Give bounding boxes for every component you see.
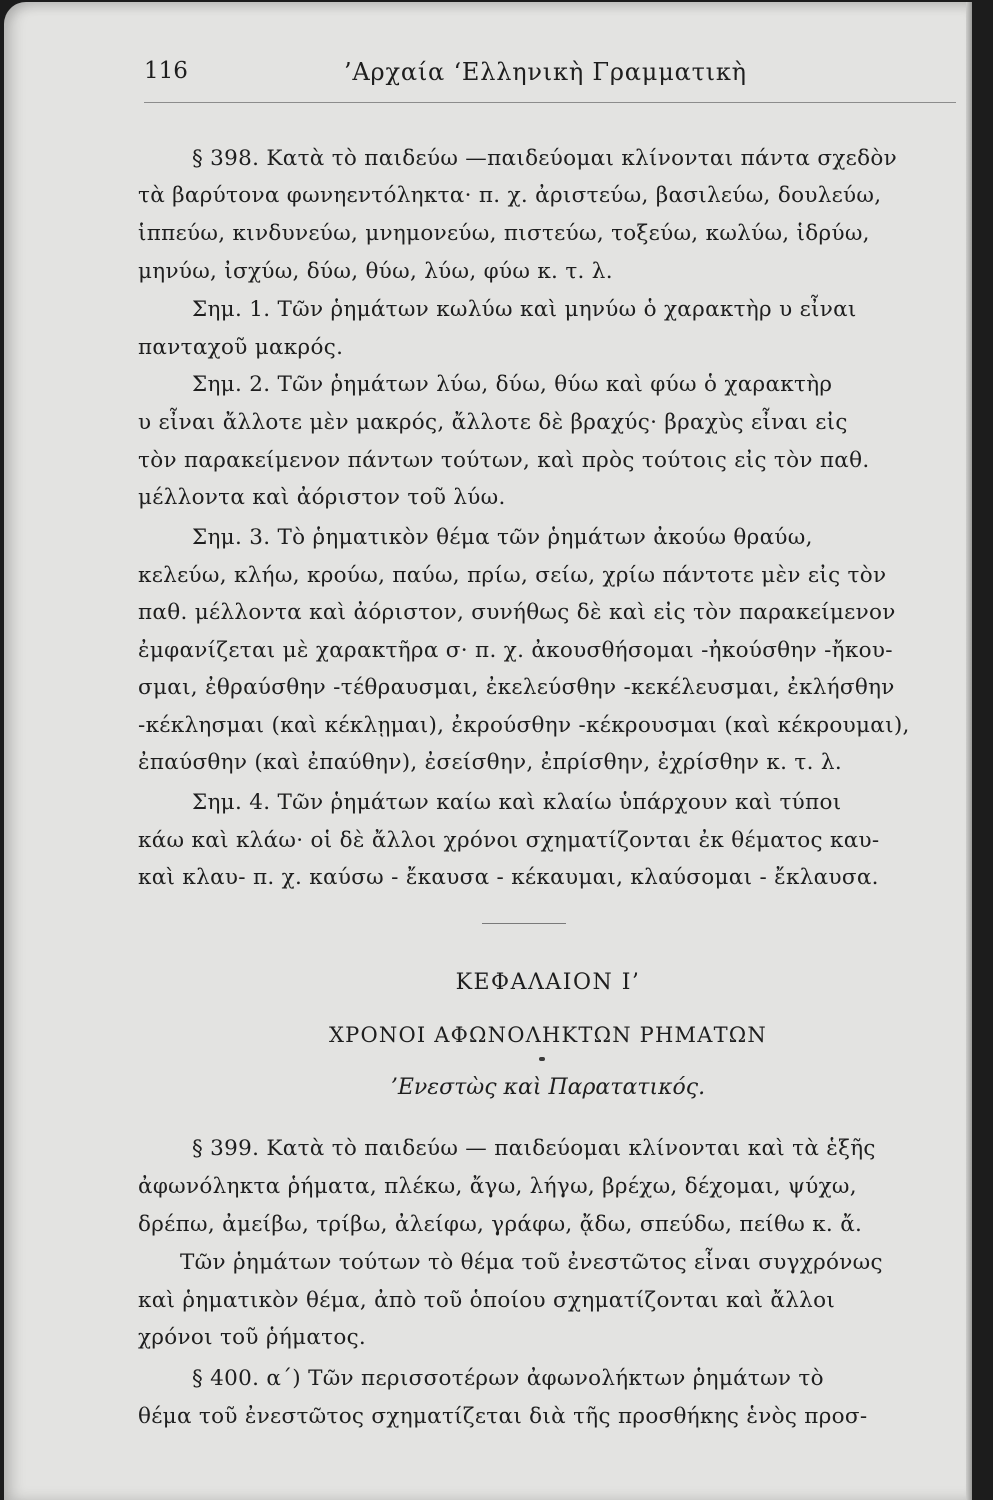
note-4-line-1: Σημ. 4. Τῶν ῥημάτων καίω καὶ κλαίω ὑπάρχουν καὶ τύποι <box>192 790 842 815</box>
section-399-line-1: § 399. Κατὰ τὸ παιδεύω — παιδεύομαι κλίνονται καὶ τὰ ἑξῆς <box>192 1136 876 1161</box>
section-400-line-2: θέμα τοῦ ἐνεστῶτος σχηματίζεται διὰ τῆς προσθήκης ἑνὸς προσ- <box>138 1404 868 1429</box>
chapter-title: ΧΡΟΝΟΙ ΑΦΩΝΟΛΗΚΤΩΝ ΡΗΜΑΤΩΝ <box>329 1023 767 1047</box>
note-3-line-3: παθ. μέλλοντα καὶ ἀόριστον, συνήθως δὲ καὶ εἰς τὸν παρακείμενον <box>138 600 896 625</box>
note-2-line-2: υ εἶναι ἄλλοτε μὲν μακρός, ἄλλοτε δὲ βραχύς· βραχὺς εἶναι εἰς <box>138 410 848 435</box>
page-header <box>144 58 959 92</box>
header-rule <box>144 102 956 103</box>
section-398-line-3: ἱππεύω, κινδυνεύω, μνημονεύω, πιστεύω, τοξεύω, κωλύω, ἱδρύω, <box>138 221 870 246</box>
chapter-number: ΚΕΦΑΛΑΙΟΝ Ι’ <box>455 970 641 995</box>
note-2-line-3: τὸν παρακείμενον πάντων τούτων, καὶ πρὸς τούτοις εἰς τὸν παθ. <box>138 448 870 473</box>
note-3-line-1: Σημ. 3. Τὸ ῥηματικὸν θέμα τῶν ῥημάτων ἀκούω θραύω, <box>192 525 813 550</box>
note-1-line-2: πανταχοῦ μακρός. <box>138 335 344 360</box>
page-edge <box>966 2 972 1500</box>
section-divider <box>482 923 566 924</box>
section-399-line-2: ἀφωνόληκτα ῥήματα, πλέκω, ἄγω, λήγω, βρέχω, δέχομαι, ψύχω, <box>138 1174 857 1199</box>
section-399-line-5: καὶ ῥηματικὸν θέμα, ἀπὸ τοῦ ὁποίου σχηματίζονται καὶ ἄλλοι <box>138 1288 836 1313</box>
note-2-line-4: μέλλοντα καὶ ἀόριστον τοῦ λύω. <box>138 485 506 510</box>
note-2-line-1: Σημ. 2. Τῶν ῥημάτων λύω, δύω, θύω καὶ φύω ὁ χαρακτὴρ <box>192 372 833 397</box>
section-399-line-3: δρέπω, ἀμείβω, τρίβω, ἀλείφω, γράφω, ᾄδω, σπεύδω, πείθω κ. ἄ. <box>138 1212 863 1237</box>
note-3-line-7: ἐπαύσθην (καὶ ἐπαύθην), ἐσείσθην, ἐπρίσθην, ἐχρίσθην κ. τ. λ. <box>138 750 842 775</box>
ink-dot <box>539 1057 545 1061</box>
note-4-line-3: καὶ κλαυ- π. χ. καύσω - ἔκαυσα - κέκαυμαι, κλαύσομαι - ἔκλαυσα. <box>138 865 879 890</box>
book-page <box>4 2 972 1500</box>
section-398-line-1: § 398. Κατὰ τὸ παιδεύω —παιδεύομαι κλίνονται πάντα σχεδὸν <box>192 146 897 171</box>
section-399-line-6: χρόνοι τοῦ ῥήματος. <box>138 1325 367 1350</box>
note-4-line-2: κάω καὶ κλάω· οἱ δὲ ἄλλοι χρόνοι σχηματίζονται ἐκ θέματος καυ- <box>138 828 880 853</box>
section-400-line-1: § 400. α΄) Τῶν περισσοτέρων ἀφωνολήκτων ῥημάτων τὸ <box>192 1366 824 1391</box>
page-number: 116 <box>144 58 188 84</box>
note-3-line-6: -κέκλησμαι (καὶ κέκλῃμαι), ἐκρούσθην -κέκρουσμαι (καὶ κέκρουμαι), <box>138 713 910 738</box>
chapter-subtitle: ’Ενεστὼς καὶ Παρατατικός. <box>390 1075 706 1100</box>
running-title: ’Αρχαία ‘Ελληνικὴ Γραμματικὴ <box>344 58 747 86</box>
note-3-line-4: ἐμφανίζεται μὲ χαρακτῆρα σ· π. χ. ἀκουσθήσομαι -ἠκούσθην -ἤκου- <box>138 638 893 663</box>
section-398-line-4: μηνύω, ἰσχύω, δύω, θύω, λύω, φύω κ. τ. λ. <box>138 259 613 284</box>
note-3-line-2: κελεύω, κλήω, κρούω, παύω, πρίω, σείω, χρίω πάντοτε μὲν εἰς τὸν <box>138 563 887 588</box>
section-398-line-2: τὰ βαρύτονα φωνηεντόληκτα· π. χ. ἀριστεύω, βασιλεύω, δουλεύω, <box>138 183 882 208</box>
section-399-line-4: Τῶν ῥημάτων τούτων τὸ θέμα τοῦ ἐνεστῶτος εἶναι συγχρόνως <box>180 1250 883 1275</box>
note-1-line-1: Σημ. 1. Τῶν ῥημάτων κωλύω καὶ μηνύω ὁ χαρακτὴρ υ εἶναι <box>192 297 857 322</box>
note-3-line-5: σμαι, ἐθραύσθην -τέθραυσμαι, ἐκελεύσθην -κεκέλευσμαι, ἐκλήσθην <box>138 675 895 700</box>
